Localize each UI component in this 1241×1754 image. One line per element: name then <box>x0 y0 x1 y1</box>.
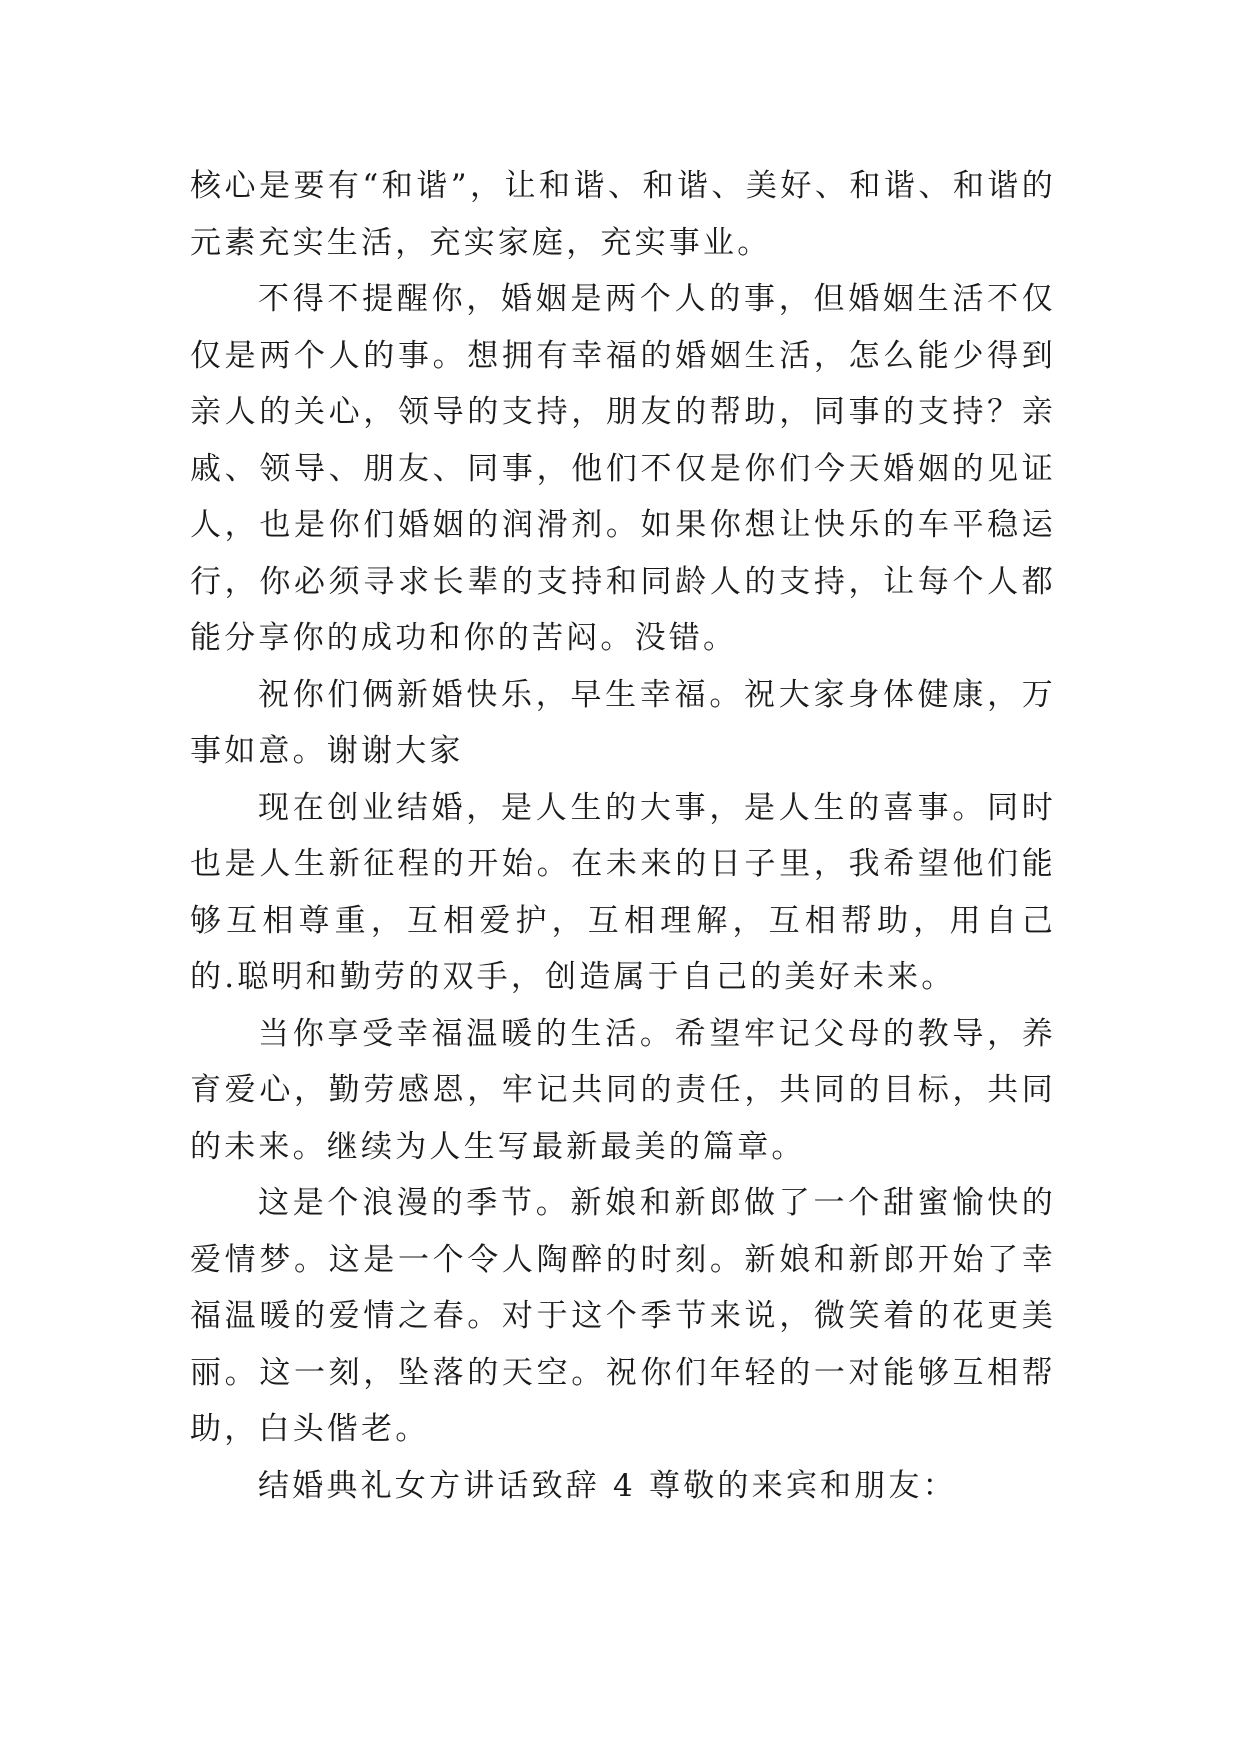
paragraph-reminder: 不得不提醒你，婚姻是两个人的事，但婚姻生活不仅仅是两个人的事。想拥有幸福的婚姻生活，怎么能少得到亲人的关心，领导的支持，朋友的帮助，同事的支持？亲戚、领导、朋友、同事，他们不仅是你们今天婚姻的见证人，也是你们婚姻的润滑剂。如果你想让快乐的车平稳运行，你必须寻求长辈的支持和同龄人的支持，让每个人都能分享你的成功和你的苦闷。没错。 <box>190 281 1056 656</box>
paragraph-new-journey: 现在创业结婚，是人生的大事，是人生的喜事。同时也是人生新征程的开始。在未来的日子里，我希望他们能够互相尊重，互相爱护，互相理解，互相帮助，用自己的.聪明和勤劳的双手，创造属于自己的美好未来。 <box>190 789 1056 995</box>
paragraph-continuation: 核心是要有“和谐”，让和谐、和谐、美好、和谐、和谐的元素充实生活，充实家庭，充实事业。 <box>190 168 1056 261</box>
paragraph-speech-heading: 结婚典礼女方讲话致辞 4 尊敬的来宾和朋友： <box>258 1467 957 1504</box>
paragraph-romantic-season: 这是个浪漫的季节。新娘和新郎做了一个甜蜜愉快的爱情梦。这是一个令人陶醉的时刻。新娘和新郎开始了幸福温暖的爱情之春。对于这个季节来说，微笑着的花更美丽。这一刻，坠落的天空。祝你们年轻的一对能够互相帮助，白头偕老。 <box>190 1185 1056 1447</box>
document-body <box>190 158 1056 1514</box>
paragraph-happy-life: 当你享受幸福温暖的生活。希望牢记父母的教导，养育爱心，勤劳感恩，牢记共同的责任，共同的目标，共同的未来。继续为人生写最新最美的篇章。 <box>190 1015 1056 1165</box>
paragraph-blessing: 祝你们俩新婚快乐，早生幸福。祝大家身体健康，万事如意。谢谢大家 <box>190 676 1056 769</box>
